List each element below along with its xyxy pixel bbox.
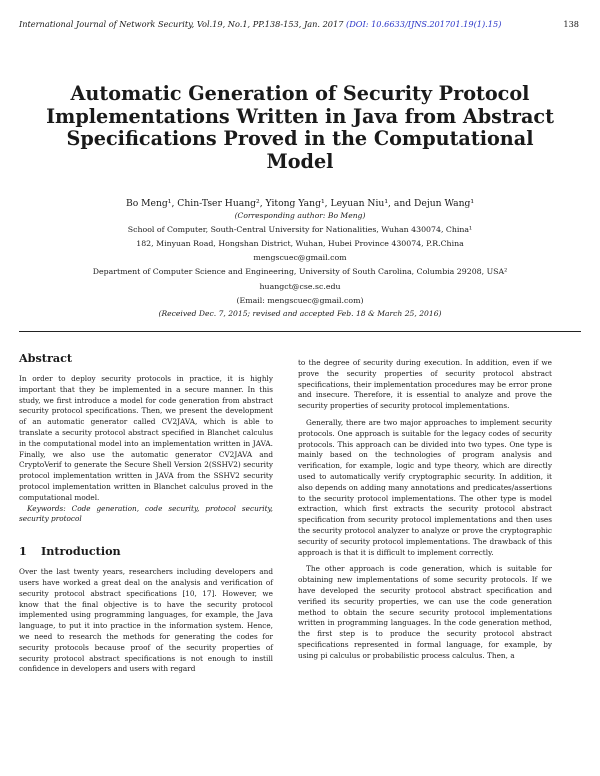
received-dates: (Received Dec. 7, 2015; revised and accepted Feb. 18 & March 25, 2016) — [158, 309, 442, 318]
author-list: Bo Meng¹, Chin-Tser Huang², Yitong Yang¹, Leyuan Niu¹, and Dejun Wang¹ — [125, 198, 475, 209]
affiliation-1-email[interactable]: mengscuec@gmail.com — [253, 253, 347, 262]
keywords: Keywords: Code generation, code security, protocol security, security protocol — [19, 503, 273, 524]
contact-email: (Email: mengscuec@gmail.com) — [236, 296, 364, 305]
doi-link[interactable]: (DOI: 10.6633/IJNS.201701.19(1).15) — [346, 19, 502, 29]
abstract-text: In order to deploy security protocols in practice, it is highly important that they be implemented in a secure manner. In this study, we first introduce a model for code generation from abstract security protocol specifications. Then, we present the development of an automatic generator called CV2JAVA, which is able to translate a security protocol abstract specified in Blanchet calculus in the computational model into an implementation written in JAVA. Finally, we also use the automatic generator CV2JAVA and CryptoVerif to generate the Secure Shell Version 2(SSHV2) security protocol implementation written in JAVA from the SSHV2 security protocol implementation written in Blanchet calculus proved in the computational model. — [19, 374, 273, 502]
affiliation-1: School of Computer, South-Central University for Nationalities, Wuhan 430074, China¹ — [127, 225, 473, 234]
right-column — [298, 358, 552, 662]
affiliation-2: Department of Computer Science and Engineering, University of South Carolina, Columbia 29208, USA² — [92, 267, 508, 276]
page-number: 138 — [563, 19, 579, 29]
running-head — [19, 19, 579, 29]
introduction-heading — [19, 545, 273, 558]
section-number: 1 — [19, 544, 27, 559]
journal-citation: International Journal of Network Security, Vol.19, No.1, PP.138-153, Jan. 2017 — [19, 19, 344, 29]
paper-title: Automatic Generation of Security Protocol Implementations Written in Java from Abstract Specifications Proved in the Computational Model — [46, 82, 554, 173]
corresponding-author: (Corresponding author: Bo Meng) — [234, 211, 366, 220]
introduction-text: Over the last twenty years, researchers including developers and users have worked a great deal on the analysis and verification of security protocol abstract specifications [10, 17]. However, we know that the final objective is to have the security protocol implemented using programming languages, for example, the Java language, to put it into practice in the information system. Hence, we need to research the methods for generating the codes for security protocols because proof of the security properties of security protocol abstract specifications is not enough to instill confidence in developers and users with regard — [19, 567, 273, 674]
section-title: Introduction — [41, 544, 121, 559]
paragraph-continuation: to the degree of security during execution. In addition, even if we prove the security properties of security protocol abstract specifications, their implementation procedures may be error prone and insecure. Therefore, it is essential to analyze and prove the security properties of security protocol implementations. — [298, 358, 552, 411]
paragraph-approaches: Generally, there are two major approaches to implement security protocols. One approach is suitable for the legacy codes of security protocols. This approach can be divided into two types. One type is mainly based on the technologies of program analysis and verification, for example, logic and type theory, which are directly used to automatically verify cryptographic security. In addition, it also depends on adding many annotations and predicates/assertions to the security protocol implementations. The other type is model extraction, which first extracts the security protocol abstract specification from security protocol implementations and then uses the security protocol analyzer to analyze or prove the cryptographic security of security protocol implementations. The drawback of this approach is that it is difficult to implement correctly. — [298, 417, 552, 557]
left-column — [19, 352, 273, 675]
header-divider — [19, 331, 581, 332]
affiliation-2-email[interactable]: huangct@cse.sc.edu — [259, 282, 341, 291]
paragraph-code-generation: The other approach is code generation, which is suitable for obtaining new implementations of some security protocols. If we have developed the security protocol abstract specification and verified its security properties, we can use the code generation method to obtain the secure security protocol implementations written in programming languages. In the code generation method, the first step is to produce the security protocol abstract specifications represented in formal language, for example, by using pi calculus or probabilistic process calculus. Then, a — [298, 564, 552, 660]
affiliation-1-address: 182, Minyuan Road, Hongshan District, Wuhan, Hubei Province 430074, P.R.China — [136, 239, 464, 248]
abstract-heading: Abstract — [19, 351, 73, 365]
